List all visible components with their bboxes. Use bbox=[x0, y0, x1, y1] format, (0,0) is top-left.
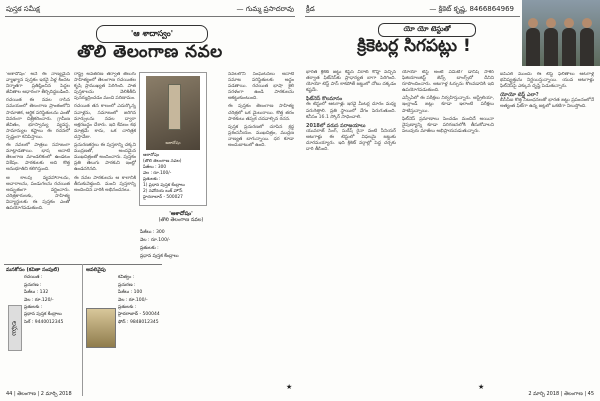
book-detail-line: వెల : రూ.100/- bbox=[143, 171, 172, 176]
book-cover-card bbox=[139, 72, 207, 206]
left-footer bbox=[0, 391, 300, 398]
player-figure bbox=[580, 28, 594, 66]
end-star-icon: ★ bbox=[286, 383, 293, 391]
body-column-1 bbox=[306, 70, 396, 388]
left-page-header bbox=[0, 4, 300, 16]
body-column-3 bbox=[500, 72, 594, 388]
section-label: పుస్తక సమీక్ష bbox=[6, 5, 40, 13]
box-line: కవిత్వం : bbox=[118, 275, 135, 281]
article-kicker: యో యో టెస్టుతో bbox=[378, 23, 476, 37]
book-caption-subtitle: (తొలి తెలంగాణ నవల) bbox=[158, 217, 204, 223]
box-title: ఆవలివైపు bbox=[86, 267, 106, 273]
book-detail-line: పేజీలు : 300 bbox=[143, 165, 167, 170]
paragraph: ఈ టెస్టులో ఆటగాళ్లు ఇరవై మీటర్ల దూరం మధ్య పరుగెత్తాలి. ప్రతి స్థాయిలో వేగం పెరుగుతుంది. కనీసం 16.1 స్కోర్ సాధించాలి. bbox=[306, 102, 396, 120]
book-cover-image bbox=[146, 76, 200, 150]
cricketers-photo bbox=[522, 0, 600, 66]
box-line: రచయిత : bbox=[24, 275, 43, 281]
box-line: ప్రతులకు : bbox=[118, 305, 137, 311]
book-detail-line: 2) నవోదయ బుక్ హౌస్ bbox=[143, 189, 183, 194]
paragraph: భారత క్రికెట్ జట్టు కెప్టెన్ విరాట్ కోహ్లీ వచ్చిన తర్వాత ఫిట్‌నెస్‌కు ప్రాధాన్యత బాగా పెరిగింది. యోయో టెస్ట్ పాస్ కాకపోతే జట్టులో చోటు దక్కడం కష్టమే. bbox=[306, 70, 396, 94]
box-line: పేజీలు : 132 bbox=[24, 290, 49, 296]
paragraph: రచయిత తన కాలంలో ఎదుర్కొన్న సవాళ్లను, సమాజంలో జరిగిన మార్పులను నవల ద్వారా అక్షరబద్ధం చేశారు. ఇది కేవలం కథ మాత్రమే కాదు, ఒక చారిత్రక దస్తావేజు. bbox=[74, 104, 136, 140]
reviewer-name: — గుమ్మ ప్రసాదరావు bbox=[236, 5, 294, 13]
bottom-divider bbox=[4, 264, 162, 265]
subheading: యోయో టెస్ట్ ఎలా? bbox=[500, 92, 539, 99]
book-details bbox=[143, 153, 203, 201]
clock-tower-illustration bbox=[168, 84, 181, 130]
right-footer bbox=[300, 391, 600, 398]
subheading: ఫిట్‌నెస్ కొలమానం bbox=[306, 96, 343, 103]
page-folio: 2 మార్చి 2018 | తెలంగాణ | 45 bbox=[528, 391, 594, 397]
paragraph: ఎన్సీఏలో ఈ పరీక్షలు నిర్వహిస్తున్నారు. ఆస్ట్రేలియా, ఇంగ్లాండ్ జట్లు కూడా ఇలాంటి పరీక్షలు పాటిస్తున్నాయి. bbox=[402, 96, 494, 114]
author-contact: — క్రికెట్ కృష్ణ, 8466864969 bbox=[429, 5, 514, 13]
box-line: వెల : రూ.100/- bbox=[118, 297, 148, 303]
box-line: హైదరాబాద్ - 500044 bbox=[118, 312, 160, 318]
book-detail-line: ప్రతులకు : bbox=[143, 177, 161, 182]
paragraph: 'ఆశాదోషం' అనే ఈ నాణ్యమైన వ్యాఖ్యాన పుస్తకం ఇరవై ఏళ్ల కిందట నిర్మాతగా ప్రతిష్ఠించిన పెద్దల జీవితాల ఆధారంగా తీర్చిదిద్దబడింది. bbox=[6, 72, 70, 96]
paragraph: ఈ నవలలో పాత్రలు సహజంగా మాట్లాడతాయి. భాష ఆనాటి తెలంగాణ మాండలికంలో ఉండటం విశేషం. పాఠకులకు అది కొత్త అనుభూతిని కలిగిస్తుంది. bbox=[6, 143, 70, 173]
info-line: ప్రధాన పుస్తక కేంద్రాలు bbox=[140, 254, 179, 259]
article-title: క్రికెటర్ల సిగపట్లు ! bbox=[357, 36, 471, 56]
subheading: 2018లో వరుస పరాజయాలు bbox=[306, 122, 366, 129]
vertical-divider bbox=[82, 264, 83, 396]
body-column-3 bbox=[228, 72, 294, 390]
paragraph: ఈ నవల పాఠకులను ఆ కాలానికి తీసుకువెళ్తుంది. మంచి పుస్తకాన్ని అందించిన వారికి అభినందనలు. bbox=[74, 175, 136, 193]
body-column-2 bbox=[402, 70, 494, 388]
paragraph: నవలలోని సంఘటనలు ఆనాటి సమాజ పరిస్థితులకు అద్దం పడతాయి. రచయిత భాషా శైలి సరళంగా ఉండి పాఠకులను ఆకట్టుకుంటుంది. bbox=[228, 72, 294, 102]
article-kicker: 'ఆ శాదాస్వం' bbox=[96, 25, 208, 43]
paragraph: ఫిట్‌నెస్ ప్రమాణాలు పెంచడం మంచిదే అయినా నైపుణ్యాన్ని కూడా పరిగణనలోకి తీసుకోవాలని పలువురు మాజీలు అభిప్రాయపడుతున్నారు. bbox=[402, 116, 494, 134]
book-detail-line: ఆశాదోషం bbox=[143, 153, 160, 158]
page-folio: 44 | తెలంగాణ | 2 మార్చి 2018 bbox=[6, 391, 72, 397]
box-line: ప్రచురణ : bbox=[118, 282, 136, 288]
box-line: ప్రధాన పుస్తక కేంద్రాలు bbox=[24, 312, 62, 318]
box-line: ఫోన్ : 9848012345 bbox=[118, 319, 159, 325]
box-line: ప్రతులకు : bbox=[24, 305, 43, 311]
article-title: తొలి తెలంగాణ నవల bbox=[77, 42, 223, 62]
paragraph: ఆ కాలపు వ్యవహారాలను, ఆచారాలను, పండుగలను రచయిత అద్భుతంగా వర్ణించారు. చరిత్రకారులకు, సాహిత్య విద్యార్థులకు ఈ పుస్తకం ఎంతో ఉపయోగపడుతుంది. bbox=[6, 175, 70, 211]
right-page-header bbox=[300, 4, 520, 16]
paragraph: రచయిత ఈ నవల రాసిన సమయంలో తెలంగాణ ప్రాంతంలోని సామాజిక, ఆర్థిక పరిస్థితులను ఎంతో వివరంగా చిత్రీకరించారు. గ్రామీణ జీవితం, భూస్వామ్య వ్యవస్థ, సామాన్యుల కష్టాలు ఈ రచనలో స్పష్టంగా కనిపిస్తాయి. bbox=[6, 98, 70, 140]
body-column-1 bbox=[6, 72, 70, 260]
paragraph: ఐపీఎల్ ముందు ఈ టెస్ట్ ఫలితాలు ఆటగాళ్ల భవిష్యత్తును నిర్ణయిస్తున్నాయి. యువ ఆటగాళ్లు ఫిట్‌నెస్‌పై ఎక్కువ దృష్టి పెడుతున్నారు. bbox=[500, 72, 594, 90]
box-title: మనకోసం (కవితా సంపుటి) bbox=[6, 267, 60, 273]
side-tag: లఘు bbox=[8, 305, 22, 351]
body-column-2 bbox=[74, 72, 136, 260]
book-info-box bbox=[140, 229, 222, 261]
player-figure bbox=[544, 28, 558, 66]
cover-title: ఆశాదోషం bbox=[165, 140, 181, 145]
book-detail-line: 1) ప్రధాన పుస్తక కేంద్రాలు bbox=[143, 183, 185, 188]
paragraph: ప్రచురణకర్తలు ఈ పుస్తకాన్ని చక్కని ముద్రణతో, అందమైన ముఖచిత్రంతో అందించారు. పుస్తకం ప్రతి తెలుగు పాఠకుని ఇంట్లో ఉండదగినది. bbox=[74, 143, 136, 173]
paragraph: పుస్తక ప్రచురణలో చూపిన శ్రద్ధ ప్రశంసనీయం. ముఖచిత్రం, ముద్రణ నాణ్యత బాగున్నాయి. ధర కూడా అందుబాటులో ఉంది. bbox=[228, 124, 294, 149]
paragraph: యోయో టెస్ట్ అంటే ఏమిటి? డానిష్ సాకర్ ఫిజియాలజిస్ట్ జెన్స్ బాంగ్స్‌బో దీనిని రూపొందించారు. ఆటగాళ్ల ఓర్పును కొలవడానికి ఇది ఉపయోగపడుతుంది. bbox=[402, 70, 494, 94]
book-detail-line: (తొలి తెలంగాణ నవల) bbox=[143, 159, 182, 164]
info-line: వెల : రూ.100/- bbox=[140, 238, 171, 243]
paragraph: ఈ పుస్తకం తెలంగాణ సాహిత్య చరిత్రలో ఒక మైలురాయి. కొత్త తరం పాఠకులు తప్పక చదవాల్సిన రచన. bbox=[228, 104, 294, 122]
right-page bbox=[300, 0, 600, 401]
info-line: ప్రతులకు : bbox=[140, 246, 159, 251]
paragraph: బీసీసీఐ కొత్త నిబంధనలతో భారత జట్టు ప్రపంచంలోనే అత్యంత ఫిట్‌గా ఉన్న జట్లలో ఒకటిగా నిలుస్తోంది. bbox=[500, 98, 594, 110]
box-line: సెల్ : 9440012345 bbox=[24, 319, 64, 325]
player-figure bbox=[526, 28, 540, 66]
box-line: ప్రచురణ : bbox=[24, 282, 42, 288]
box-line: వెల : రూ.120/- bbox=[24, 297, 54, 303]
box-line: పేజీలు : 100 bbox=[118, 290, 143, 296]
book-thumbnail bbox=[86, 308, 116, 348]
player-figure bbox=[562, 28, 576, 66]
header-divider bbox=[5, 16, 295, 17]
paragraph: యువరాజ్ సింగ్, సురేష్ రైనా వంటి సీనియర్ ఆటగాళ్లు ఈ టెస్టులో విఫలమై జట్టుకు దూరమయ్యారు. ఇది క్రికెట్ వర్గాల్లో పెద్ద చర్చకు దారి తీసింది. bbox=[306, 128, 396, 153]
section-label: క్రీడ bbox=[306, 5, 315, 13]
book-detail-line: హైదరాబాద్ - 500027 bbox=[143, 195, 183, 200]
end-star-icon: ★ bbox=[478, 383, 485, 391]
header-divider bbox=[305, 16, 520, 17]
book-caption-title: 'ఆశాదోషం' bbox=[169, 211, 193, 217]
paragraph: రాష్ట్ర అవతరణ తర్వాత తెలుగు సాహిత్యంలో తెలంగాణ రచయితల కృషి ప్రాముఖ్యత పెరిగింది. పాత పుస్తకాలను వెలికితీసి పునర్ముద్రించడం మంచి పరిణామం. bbox=[74, 72, 136, 102]
info-line: పేజీలు : 300 bbox=[140, 230, 165, 235]
